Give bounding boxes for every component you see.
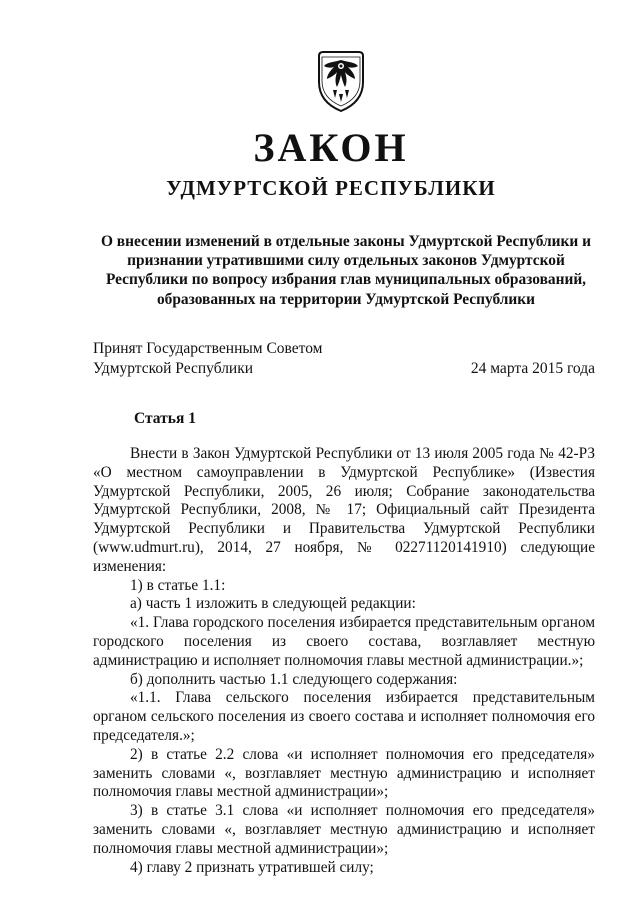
paragraph: «1. Глава городского поселения избирается представительным органом городского поселения из своего состава, возглавляет местную администрацию и исполняет полномочия главы местной администрации.»; xyxy=(93,614,595,669)
article-body xyxy=(93,445,595,877)
article-title: Статья 1 xyxy=(134,410,196,427)
paragraph: «1.1. Глава сельского поселения избирается представительным органом сельского поселения из своего состава и исполняет полномочия его председателя.»; xyxy=(93,689,595,744)
coat-of-arms-icon xyxy=(313,48,369,114)
paragraph: 1) в статье 1.1: xyxy=(130,576,226,594)
document-heading: О внесении изменений в отдельные законы Удмуртской Республики и признании утратившими силу отдельных законов Удмуртской Республики по вопросу избрания глав муниципальных образований, образованных на территории Удмуртской Республики xyxy=(100,233,591,308)
paragraph: Внести в Закон Удмуртской Республики от 13 июля 2005 года № 42-РЗ «О местном самоуправлении в Удмуртской Республике» (Известия Удмуртской Республики, 2005, 26 июля; Собрание законодательства Удмуртской Республики, 2008, № 17; Официальный сайт Президента Удмуртской Республики и Правительства Удмуртской Республики (www.udmurt.ru), 2014, 27 ноября, № 02271120141910) следующие изменения: xyxy=(93,445,595,575)
document-subtitle: УДМУРТСКОЙ РЕСПУБЛИКИ xyxy=(166,176,496,200)
paragraph: 4) главу 2 признать утратившей силу; xyxy=(130,858,374,876)
paragraph: б) дополнить частью 1.1 следующего содержания: xyxy=(130,670,458,688)
adoption-block xyxy=(93,339,595,378)
paragraph: 3) в статье 3.1 слова «и исполняет полномочия его председателя» заменить словами «, возглавляет местную администрацию и исполняет полномочия главы местной администрации»; xyxy=(93,802,595,857)
paragraph: 2) в статье 2.2 слова «и исполняет полномочия его председателя» заменить словами «, возглавляет местную администрацию и исполняет полномочия главы местной администрации»; xyxy=(93,745,595,801)
paragraph: а) часть 1 изложить в следующей редакции: xyxy=(130,595,416,613)
adoption-line-2: Удмуртской Республики xyxy=(93,359,254,377)
document-title: ЗАКОН xyxy=(253,125,409,170)
adoption-date: 24 марта 2015 года xyxy=(470,359,595,377)
adoption-line-1: Принят Государственным Советом xyxy=(93,340,323,357)
